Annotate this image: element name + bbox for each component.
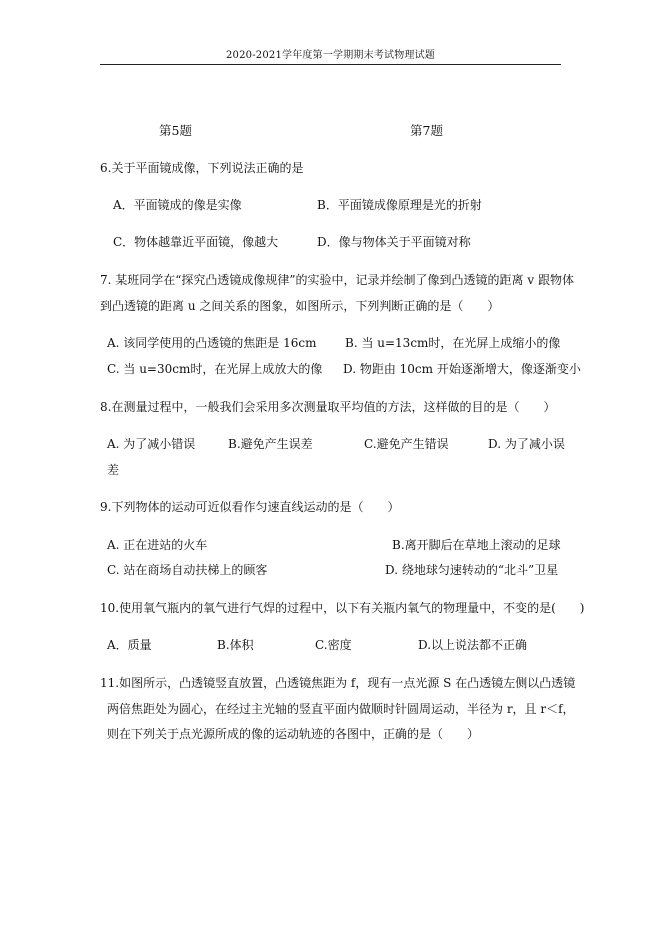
question-6-option-c: C．物体越靠近平面镜，像越大 [113,235,279,249]
question-8-option-d: D. 为了减小误 [488,437,565,451]
question-8-option-b: B.避免产生误差 [228,437,313,451]
question-10-option-c: C.密度 [315,638,352,652]
question-8-option-d-wrap: 差 [107,463,120,477]
question-11-line2: 两倍焦距处为圆心，在经过主光轴的竖直平面内做顺时针圆周运动，半径为 r，且 r＜f， [107,702,575,716]
question-6-option-a: A．平面镜成的像是实像 [113,198,242,212]
question-10-option-a: A．质量 [107,638,152,652]
question-7-option-d: D. 物距由 10cm 开始逐渐增大，像逐渐变小 [343,362,581,376]
question-11-line1: 11.如图所示，凸透镜竖直放置，凸透镜焦距为 f，现有一点光源 S 在凸透镜左侧以凸透镜 [100,676,576,690]
question-9-option-a: A. 正在进站的火车 [107,538,208,552]
question-10-stem: 10.使用氧气瓶内的氧气进行气焊的过程中，以下有关瓶内氧气的物理量中，不变的是( ) [100,601,585,615]
question-8-stem: 8.在测量过程中，一般我们会采用多次测量取平均值的方法，这样做的目的是（ ） [100,400,556,414]
question-7-option-b: B. 当 u=13cm时，在光屏上成缩小的像 [345,336,561,350]
question-8-option-c: C.避免产生错误 [364,437,449,451]
question-11-line3: 则在下列关于点光源所成的像的运动轨迹的各图中，正确的是（ ） [107,727,480,741]
question-6-option-d: D．像与物体关于平面镜对称 [317,235,471,249]
question-10-option-b: B.体积 [217,638,254,652]
question-6-stem: 6.关于平面镜成像，下列说法正确的是 [100,161,304,175]
question-7-option-c: C. 当 u=30cm时，在光屏上成放大的像 [107,362,323,376]
question-8-option-a: A. 为了减小错误 [107,437,196,451]
question-6-option-b: B．平面镜成像原理是光的折射 [317,198,482,212]
question-7-option-a: A. 该同学使用的凸透镜的焦距是 16cm [107,336,317,350]
page-header: 2020-2021学年度第一学期期末考试物理试题 [225,50,436,61]
question-9-option-b: B.离开脚后在草地上滚动的足球 [392,538,561,552]
question-7-stem-line1: 7. 某班同学在“探究凸透镜成像规律”的实验中，记录并绘制了像到凸透镜的距离 v 跟物体 [100,273,574,287]
question-7-stem-line2: 到凸透镜的距离 u 之间关系的图象，如图所示，下列判断正确的是（ ） [100,299,500,313]
question-9-stem: 9.下列物体的运动可近似看作匀速直线运动的是（ ） [100,500,400,514]
figure-label-5: 第5题 [159,123,192,138]
question-10-option-d: D.以上说法都不正确 [418,638,528,652]
question-9-option-c: C. 站在商场自动扶梯上的顾客 [107,563,268,577]
question-9-option-d: D. 绕地球匀速转动的“北斗”卫星 [385,563,559,577]
figure-label-7: 第7题 [410,123,443,138]
header-divider [100,64,561,65]
